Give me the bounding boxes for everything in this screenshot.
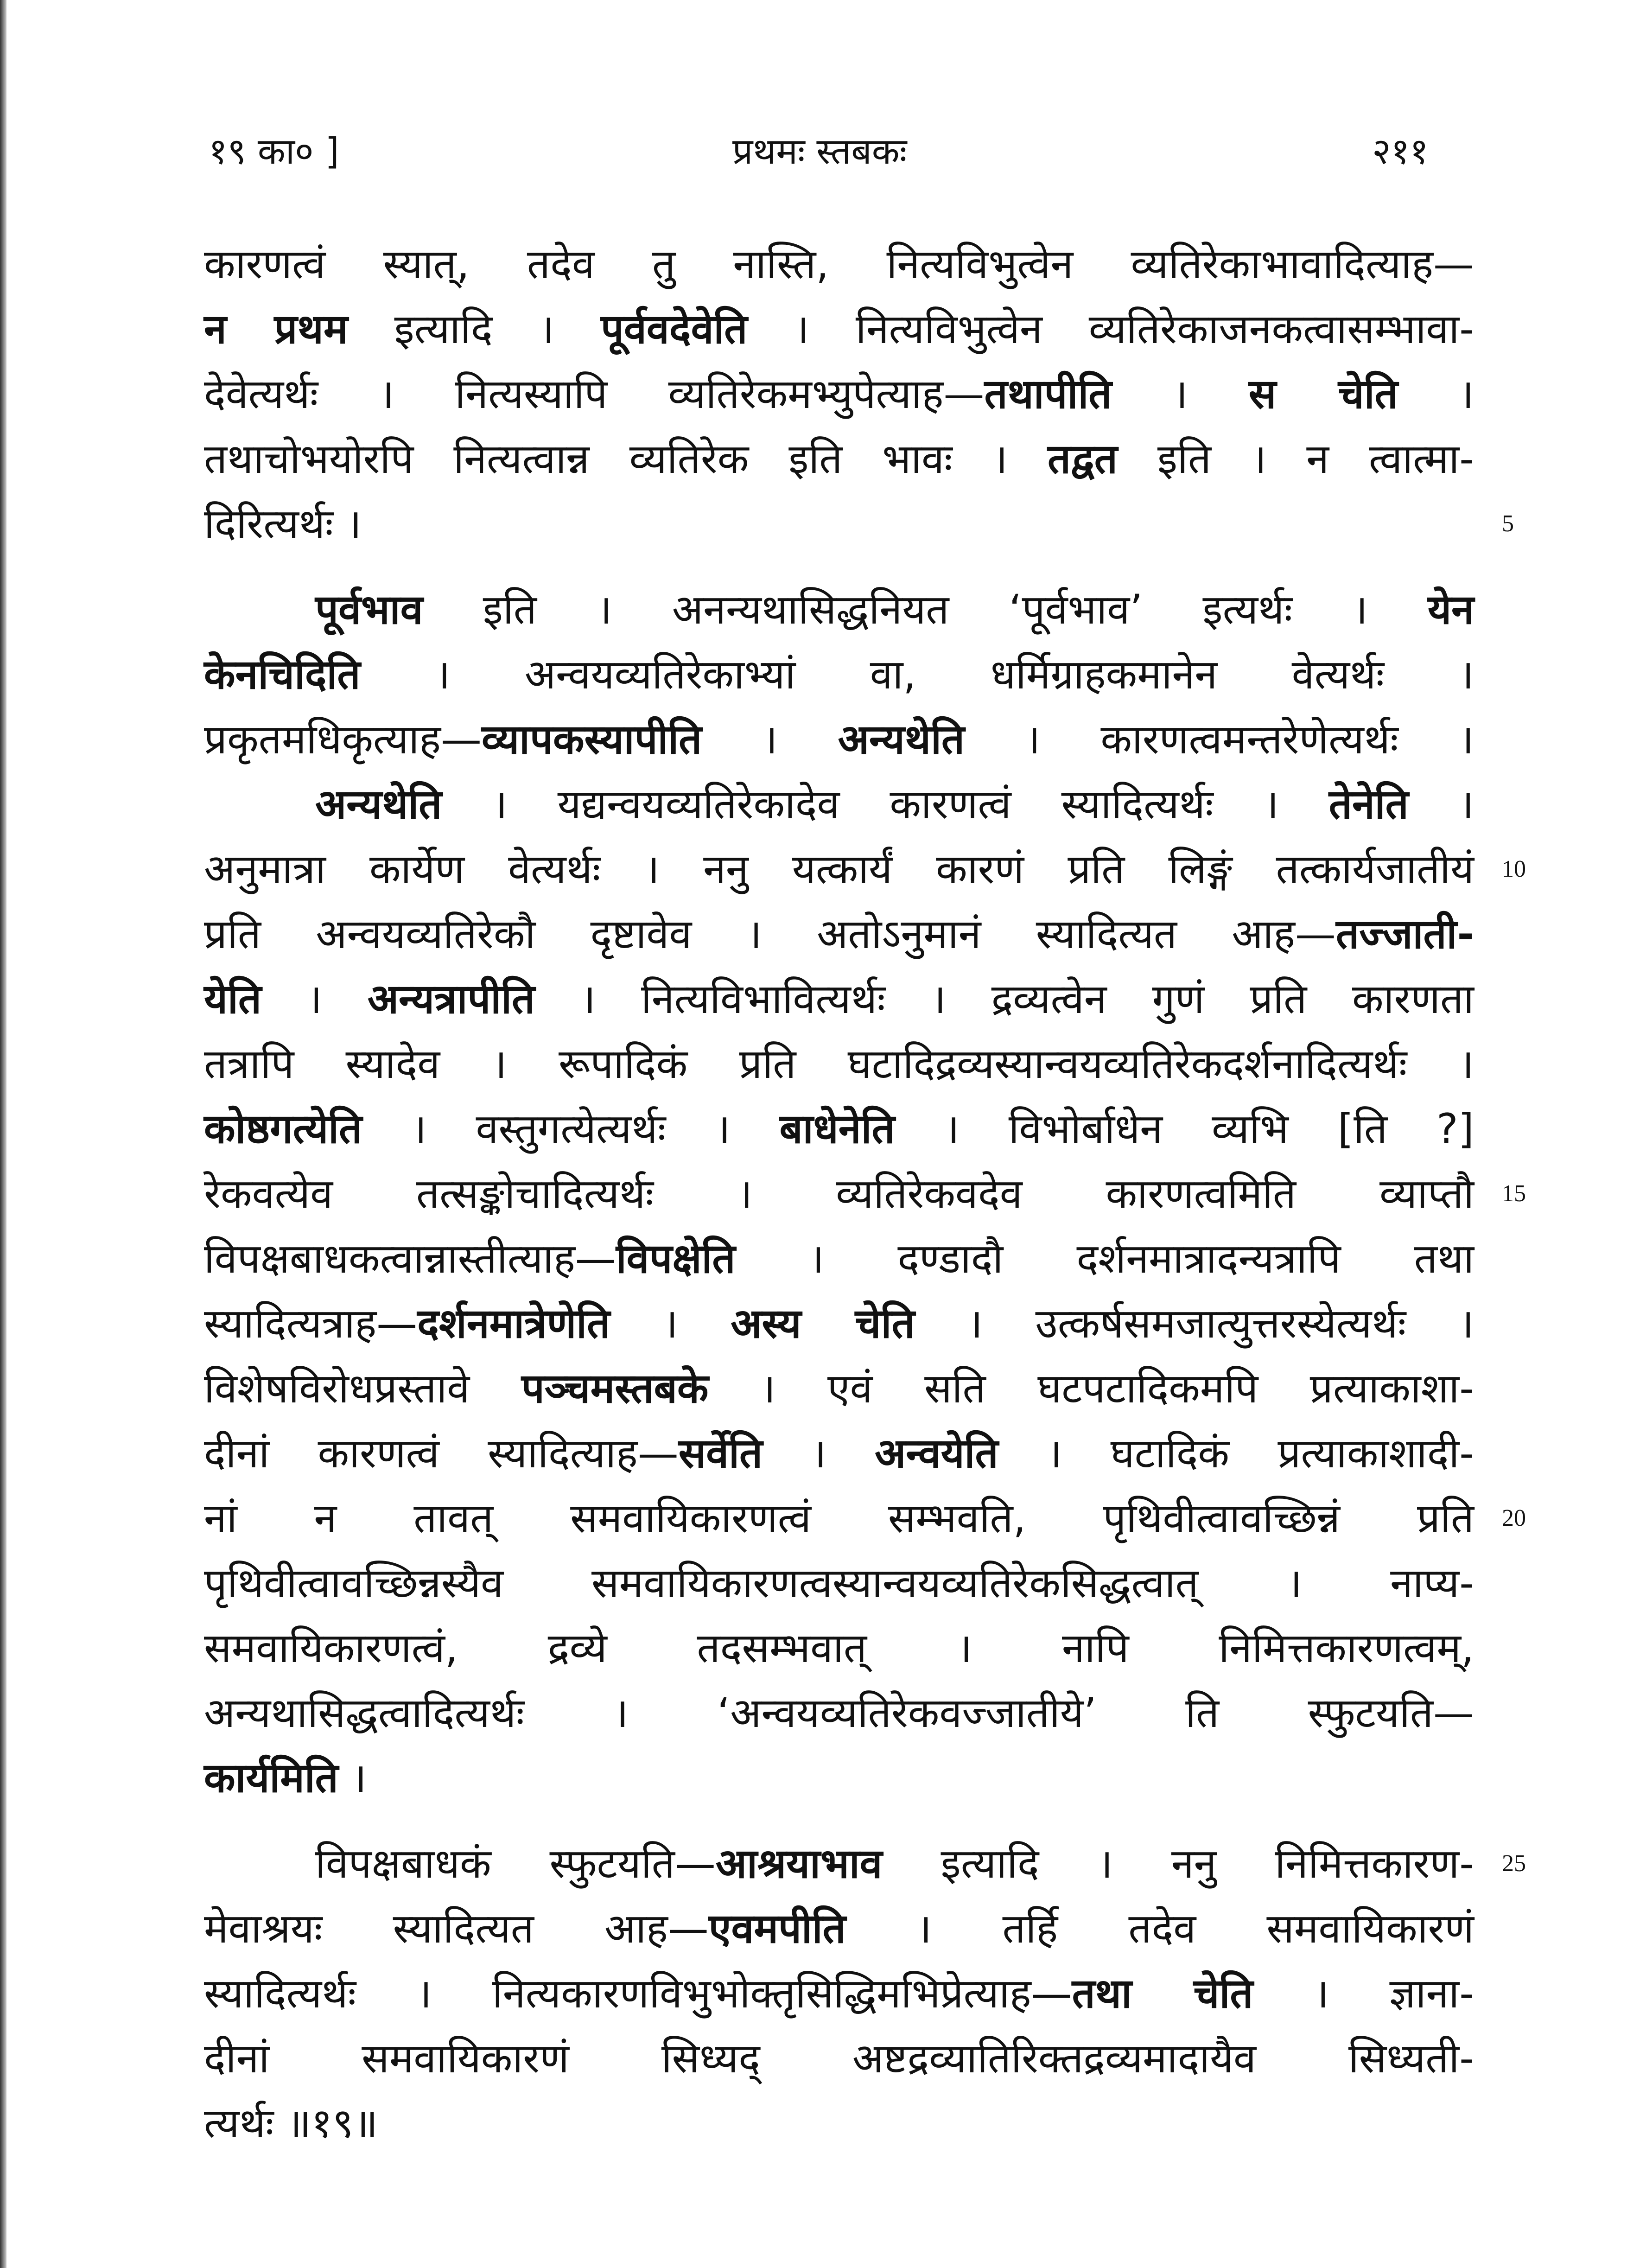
bold-lemma: अन्यथेति [315,780,442,828]
text-line [204,2026,1474,2091]
bold-lemma: एवमपीति [708,1905,846,1952]
text-segment: देवेत्यर्थः । नित्यस्यापि व्यतिरेकमभ्युपेत्याह— [204,370,985,418]
text-segment: । [338,1754,367,1802]
text-segment: विपक्षबाधकं स्फुटयति— [315,1840,716,1887]
text-line [204,772,1474,837]
text-line [204,967,1474,1032]
text-segment: दीनां समवायिकारणं सिध्यद् अष्टद्रव्यातिरिक्तद्रव्यमादायैव सिध्यती- [204,2034,1474,2082]
bold-lemma: न प्रथम [204,305,348,353]
text-segment: कारणत्वं स्यात्, तदेव तु नास्ति, नित्यविभुत्वेन व्यतिरेकाभावादित्याह— [204,240,1474,288]
bold-lemma: सर्वेति [678,1429,763,1477]
text-segment: । [1408,780,1474,828]
text-segment: दीनां कारणत्वं स्यादित्याह— [204,1429,679,1477]
text-segment: प्रति अन्वयव्यतिरेकौ दृष्टावेव । अतोऽनुमानं स्यादित्यत आह— [204,910,1336,958]
text-segment: स्यादित्यत्राह— [204,1300,418,1347]
bold-lemma: विपक्षेति [616,1235,736,1282]
bold-lemma: कोष्ठगत्येति [204,1105,362,1153]
bold-lemma: स चेति [1248,370,1398,418]
text-segment: रेकवत्येव तत्सङ्कोचादित्यर्थः । व्यतिरेकवदेव कारणत्वमिति व्याप्तौ [204,1170,1474,1217]
text-line [204,707,1474,772]
bold-lemma: तज्जाती- [1335,910,1474,958]
bold-lemma: आश्रयाभाव [715,1840,883,1887]
text-segment: । नित्यविभावित्यर्थः । द्रव्यत्वेन गुणं प्रति कारणता [535,975,1474,1023]
bold-lemma: पूर्वभाव [315,586,423,633]
text-segment: । दण्डादौ दर्शनमात्रादन्यत्रापि तथा [735,1235,1474,1282]
commentary-text [204,232,1526,2156]
text-segment: । यद्यन्वयव्यतिरेकादेव कारणत्वं स्यादित्यर्थः । [442,780,1329,828]
text-line [204,1032,1474,1096]
text-segment: तत्रापि स्यादेव । रूपादिकं प्रति घटादिद्रव्यस्यान्वयव्यतिरेकदर्शनादित्यर्थः । [204,1040,1474,1088]
text-line [204,1616,1474,1681]
text-line [204,1356,1474,1421]
running-header-title: प्रथमः स्तबकः [732,131,907,172]
text-line [204,1421,1474,1486]
text-line [204,1161,1526,1226]
text-segment: दिरित्यर्थः । [204,500,362,548]
text-line [204,491,1514,556]
text-segment: विशेषविरोधप्रस्तावे [204,1364,521,1412]
text-segment: इत्यादि । ननु निमित्तकारण- [882,1840,1474,1887]
text-segment: । वस्तुगत्येत्यर्थः । [362,1105,780,1153]
line-number: 15 [1502,1180,1526,1207]
text-line [204,1096,1474,1161]
text-line [204,1486,1526,1551]
text-segment: । उत्कर्षसमजात्युत्तरस्येत्यर्थः । [915,1300,1474,1347]
text-line [204,297,1474,362]
text-segment: । [702,715,838,763]
text-segment: अनुमात्रा कार्येण वेत्यर्थः । ननु यत्कार्यं कारणं प्रति लिङ्गं तत्कार्यजातीयं [204,845,1474,893]
text-segment: त्यर्थः ॥१९॥ [204,2099,378,2147]
bold-lemma: तेनेति [1328,780,1409,828]
bold-lemma: अस्य चेति [731,1300,915,1347]
bold-lemma: व्यापकस्यापीति [482,715,702,763]
text-line [204,1831,1526,1896]
text-segment: । तर्हि तदेव समवायिकारणं [845,1905,1474,1952]
text-segment: इति । न त्वात्मा- [1117,435,1474,483]
text-line [204,837,1526,902]
bold-lemma: अन्यत्रापीति [367,975,535,1023]
bold-lemma: येन [1428,586,1474,633]
text-segment: । [763,1429,875,1477]
text-segment: । अन्वयव्यतिरेकाभ्यां वा, धर्मिग्राहकमानेन वेत्यर्थः । [360,650,1474,698]
text-segment: । [1398,370,1474,418]
line-number: 5 [1502,510,1514,537]
bold-lemma: तथापीति [984,370,1112,418]
text-line [204,1961,1474,2026]
bold-lemma: पञ्चमस्तबके [521,1364,709,1412]
text-segment: । [610,1300,731,1347]
bold-lemma: तद्वत [1047,435,1118,483]
bold-lemma: अन्वयेति [875,1429,998,1477]
text-line [204,427,1474,491]
text-line [204,2091,1474,2156]
bold-lemma: येति [204,975,261,1023]
text-segment: । विभोर्बाधेन व्यभि [ति ?] [895,1105,1474,1153]
text-line [204,1226,1474,1291]
text-segment: । [261,975,368,1023]
line-number: 10 [1502,856,1526,882]
line-number: 25 [1502,1850,1526,1877]
bold-lemma: कार्यमिति [204,1754,338,1802]
text-segment: मेवाश्रयः स्यादित्यत आह— [204,1905,709,1952]
text-line [204,1896,1474,1961]
text-segment: । घटादिकं प्रत्याकाशादी- [998,1429,1474,1477]
text-segment: नां न तावत् समवायिकारणत्वं सम्भवति, पृथिवीत्वावच्छिन्नं प्रति [204,1494,1474,1542]
text-segment: तथाचोभयोरपि नित्यत्वान्न व्यतिरेक इति भावः । [204,435,1048,483]
text-segment: समवायिकारणत्वं, द्रव्ये तदसम्भवात् । नापि निमित्तकारणत्वम्, [204,1624,1474,1672]
text-line [204,577,1474,642]
scan-binding-edge [0,0,6,2268]
text-line [204,902,1474,967]
page-number: २११ [1372,131,1429,172]
text-line [204,1551,1474,1616]
text-line [204,1681,1474,1746]
text-line [204,642,1474,707]
text-segment: । एवं सति घटपटादिकमपि प्रत्याकाशा- [708,1364,1474,1412]
bold-lemma: तथा चेति [1072,1969,1253,2017]
bold-lemma: दर्शनमात्रेणेति [417,1300,610,1347]
bold-lemma: केनचिदिति [204,650,361,698]
line-number: 20 [1502,1505,1526,1531]
running-header-left: १९ का० ] [209,131,339,172]
text-segment: । ज्ञाना- [1253,1969,1474,2017]
text-segment: । नित्यविभुत्वेन व्यतिरेकाजनकत्वासम्भावा- [747,305,1474,353]
text-segment: । [1112,370,1249,418]
text-segment: पृथिवीत्वावच्छिन्नस्यैव समवायिकारणत्वस्यान्वयव्यतिरेकसिद्धत्वात् । नाप्य- [204,1559,1474,1607]
bold-lemma: बाधेनेति [779,1105,895,1153]
text-line [204,362,1474,427]
bold-lemma: पूर्ववदेवेति [601,305,748,353]
bold-lemma: अन्यथेति [838,715,965,763]
text-line [204,232,1474,297]
text-segment: इत्यादि । [348,305,601,353]
text-segment: इति । अनन्यथासिद्धनियत ‘पूर्वभाव’ इत्यर्थः । [423,586,1428,633]
text-line [204,1291,1474,1356]
text-segment: अन्यथासिद्धत्वादित्यर्थः । ‘अन्वयव्यतिरेकवज्जातीये’ ति स्फुटयति— [204,1689,1474,1737]
text-segment: । कारणत्वमन्तरेणेत्यर्थः । [965,715,1474,763]
text-line [204,1746,1474,1810]
text-segment: स्यादित्यर्थः । नित्यकारणविभुभोक्तृसिद्धिमभिप्रेत्याह— [204,1969,1072,2017]
text-segment: प्रकृतमधिकृत्याह— [204,715,482,763]
text-segment: विपक्षबाधकत्वान्नास्तीत्याह— [204,1235,616,1282]
